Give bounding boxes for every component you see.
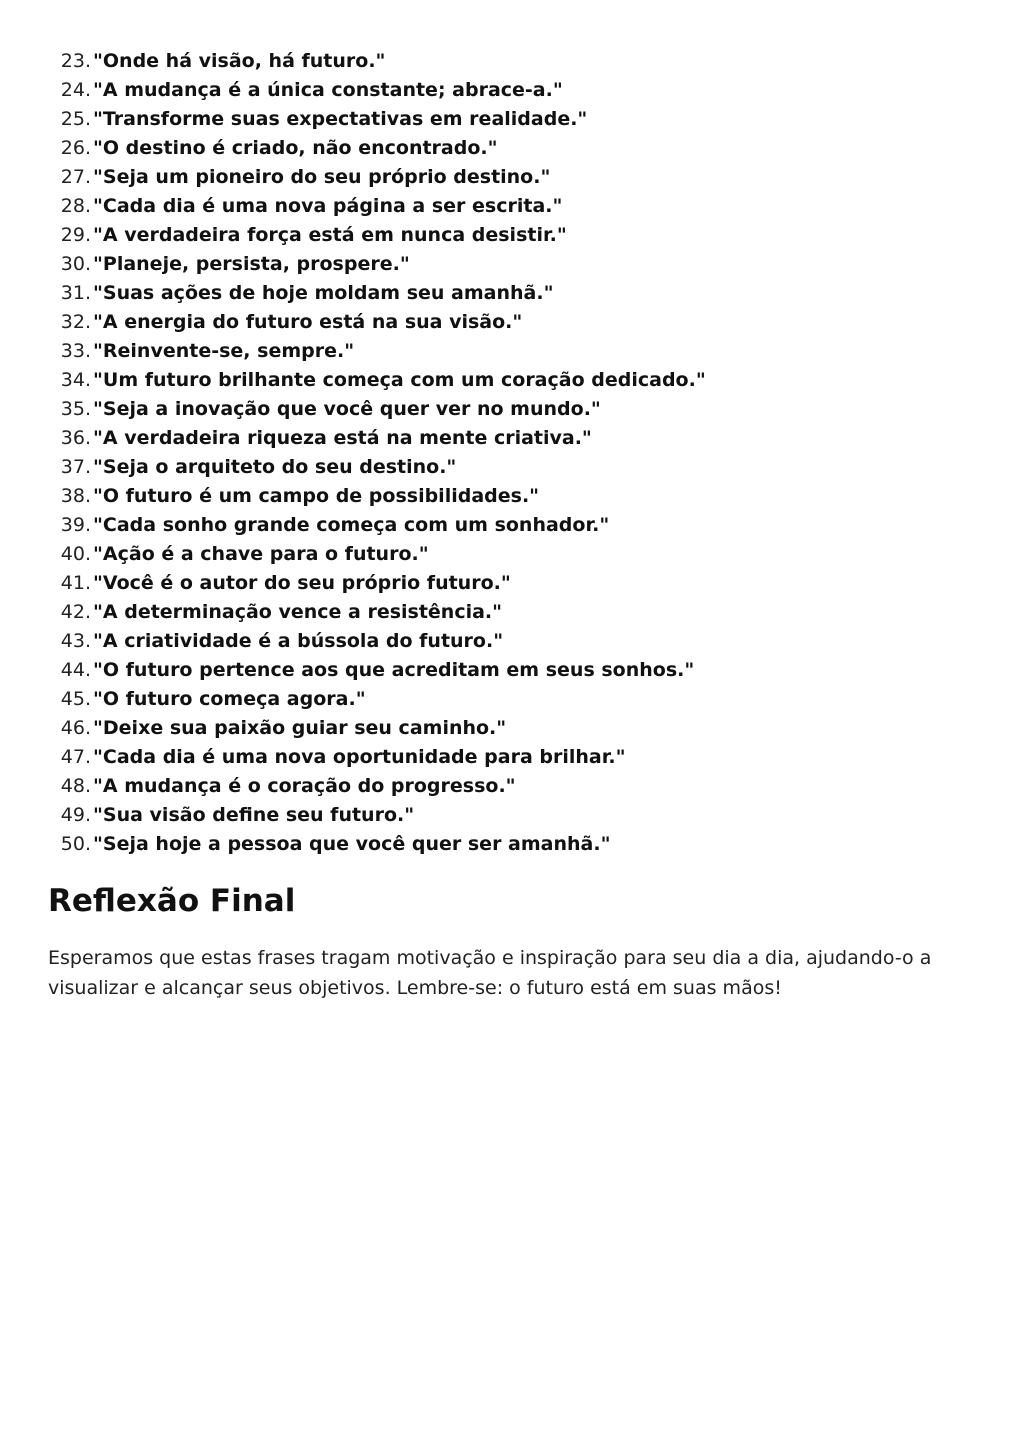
list-item xyxy=(48,569,1024,598)
list-item xyxy=(48,105,1024,134)
list-item xyxy=(48,424,1024,453)
quote-text: "Você é o autor do seu próprio futuro." xyxy=(93,572,511,594)
item-number: 30. xyxy=(60,253,91,275)
quote-text: "Sua visão define seu futuro." xyxy=(93,804,415,826)
item-number: 45. xyxy=(60,688,91,710)
quote-text: "Transforme suas expectativas em realidade." xyxy=(93,108,588,130)
item-number: 43. xyxy=(60,630,91,652)
quote-text: "Suas ações de hoje moldam seu amanhã." xyxy=(93,282,554,304)
item-number: 39. xyxy=(60,514,91,536)
list-item xyxy=(48,511,1024,540)
list-item xyxy=(48,279,1024,308)
list-item xyxy=(48,627,1024,656)
closing-paragraph: Esperamos que estas frases tragam motivação e inspiração para seu dia a dia, ajudando-o a visualizar e alcançar seus objetivos. Lembre-se: o futuro está em suas mãos! xyxy=(48,947,932,999)
item-number: 33. xyxy=(60,340,91,362)
item-number: 37. xyxy=(60,456,91,478)
item-number: 47. xyxy=(60,746,91,768)
list-item xyxy=(48,772,1024,801)
quote-text: "O futuro pertence aos que acreditam em seus sonhos." xyxy=(93,659,695,681)
quote-text: "O futuro é um campo de possibilidades." xyxy=(93,485,540,507)
list-item xyxy=(48,743,1024,772)
item-number: 32. xyxy=(60,311,91,333)
quote-text: "A criatividade é a bússola do futuro." xyxy=(93,630,504,652)
item-number: 24. xyxy=(60,79,91,101)
quote-text: "Seja hoje a pessoa que você quer ser amanhã." xyxy=(93,833,611,855)
list-item xyxy=(48,134,1024,163)
quote-text: "Planeje, persista, prospere." xyxy=(93,253,410,275)
quote-text: "Um futuro brilhante começa com um coração dedicado." xyxy=(93,369,706,391)
item-number: 34. xyxy=(60,369,91,391)
list-item xyxy=(48,801,1024,830)
item-number: 28. xyxy=(60,195,91,217)
quote-text: "Cada dia é uma nova oportunidade para brilhar." xyxy=(93,746,626,768)
item-number: 29. xyxy=(60,224,91,246)
quote-text: "A verdadeira força está em nunca desistir." xyxy=(93,224,567,246)
list-item xyxy=(48,453,1024,482)
quote-text: "Deixe sua paixão guiar seu caminho." xyxy=(93,717,507,739)
item-number: 40. xyxy=(60,543,91,565)
section-heading: Reflexão Final xyxy=(48,883,296,919)
item-number: 31. xyxy=(60,282,91,304)
quote-text: "A determinação vence a resistência." xyxy=(93,601,503,623)
quote-text: "Cada sonho grande começa com um sonhador." xyxy=(93,514,610,536)
item-number: 41. xyxy=(60,572,91,594)
item-number: 36. xyxy=(60,427,91,449)
quote-text: "O destino é criado, não encontrado." xyxy=(93,137,498,159)
list-item xyxy=(48,685,1024,714)
quote-text: "O futuro começa agora." xyxy=(93,688,366,710)
quote-text: "A mudança é o coração do progresso." xyxy=(93,775,516,797)
item-number: 46. xyxy=(60,717,91,739)
list-item xyxy=(48,366,1024,395)
list-item xyxy=(48,395,1024,424)
quote-text: "A verdadeira riqueza está na mente criativa." xyxy=(93,427,592,449)
item-number: 27. xyxy=(60,166,91,188)
quote-text: "Seja um pioneiro do seu próprio destino." xyxy=(93,166,551,188)
quote-text: "Onde há visão, há futuro." xyxy=(93,50,386,72)
list-item xyxy=(48,163,1024,192)
item-number: 25. xyxy=(60,108,91,130)
list-item xyxy=(48,540,1024,569)
item-number: 35. xyxy=(60,398,91,420)
list-item xyxy=(48,250,1024,279)
quote-text: "Ação é a chave para o futuro." xyxy=(93,543,429,565)
quote-text: "Reinvente-se, sempre." xyxy=(93,340,355,362)
quote-text: "Seja a inovação que você quer ver no mundo." xyxy=(93,398,601,420)
list-item xyxy=(48,47,1024,76)
item-number: 49. xyxy=(60,804,91,826)
item-number: 38. xyxy=(60,485,91,507)
item-number: 48. xyxy=(60,775,91,797)
item-number: 50. xyxy=(60,833,91,855)
list-item xyxy=(48,221,1024,250)
item-number: 23. xyxy=(60,50,91,72)
list-item xyxy=(48,714,1024,743)
quote-text: "A energia do futuro está na sua visão." xyxy=(93,311,523,333)
quote-text: "A mudança é a única constante; abrace-a." xyxy=(93,79,563,101)
list-item xyxy=(48,482,1024,511)
list-item xyxy=(48,598,1024,627)
item-number: 44. xyxy=(60,659,91,681)
list-item xyxy=(48,337,1024,366)
list-item xyxy=(48,656,1024,685)
list-item xyxy=(48,76,1024,105)
list-item xyxy=(48,830,1024,859)
list-item xyxy=(48,308,1024,337)
list-item xyxy=(48,192,1024,221)
item-number: 26. xyxy=(60,137,91,159)
quote-text: "Cada dia é uma nova página a ser escrita." xyxy=(93,195,563,217)
quote-text: "Seja o arquiteto do seu destino." xyxy=(93,456,457,478)
item-number: 42. xyxy=(60,601,91,623)
quote-list xyxy=(48,47,1024,859)
